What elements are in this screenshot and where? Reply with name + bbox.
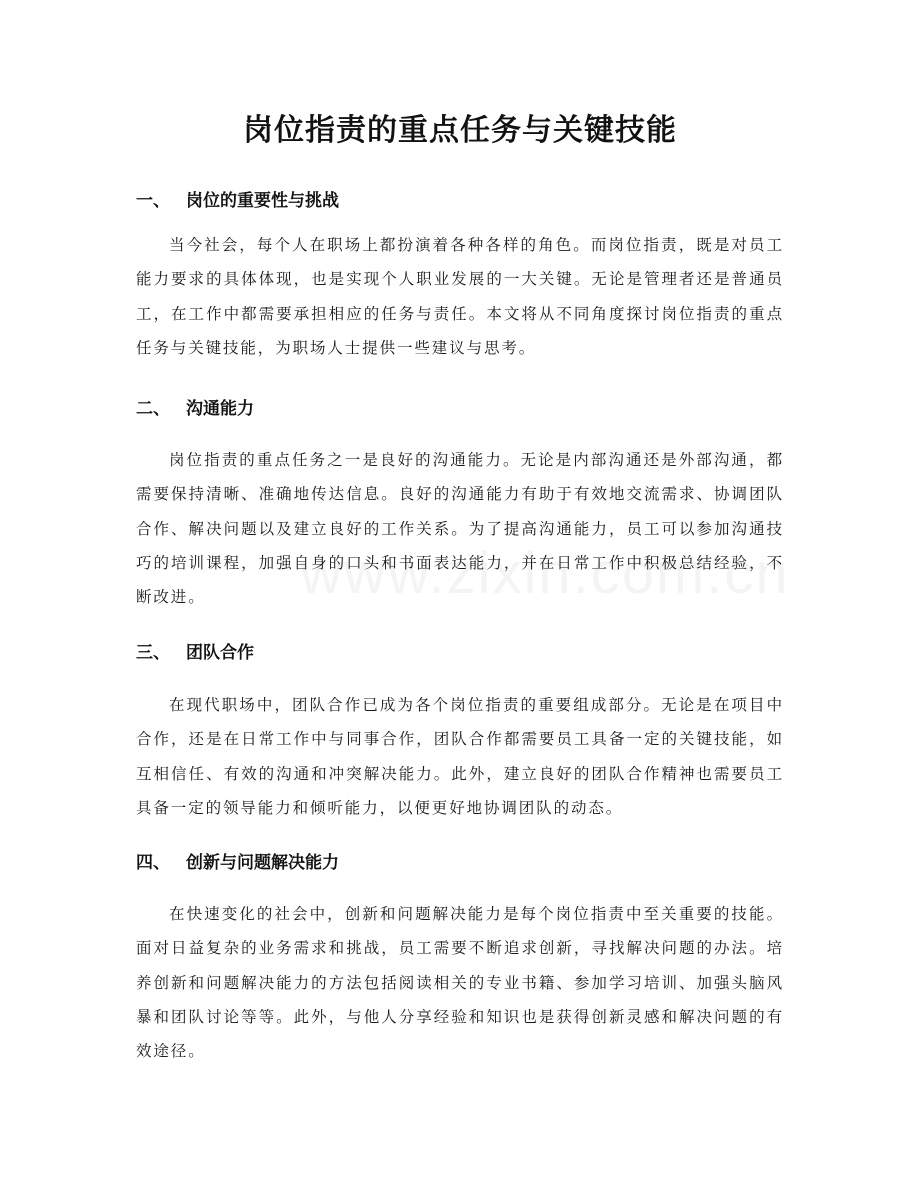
section-number: 二、 (136, 399, 170, 419)
document-title: 岗位指责的重点任务与关键技能 (243, 113, 677, 148)
section-paragraph-2: 岗位指责的重点任务之一是良好的沟通能力。无论是内部沟通还是外部沟通，都需要保持清晰、准确地传达信息。良好的沟通能力有助于有效地交流需求、协调团队合作、解决问题以及建立良好的工作关系。为了提高沟通能力，员工可以参加沟通技巧的培训课程，加强自身的口头和书面表达能力，并在日常工作中积极总结经验，不断改进。 (136, 451, 784, 607)
section-number: 四、 (136, 853, 170, 873)
section-paragraph-1: 当今社会，每个人在职场上都扮演着各种各样的角色。而岗位指责，既是对员工能力要求的具体体现，也是实现个人职业发展的一大关键。无论是管理者还是普通员工，在工作中都需要承担相应的任务与责任。本文将从不同角度探讨岗位指责的重点任务与关键技能，为职场人士提供一些建议与思考。 (136, 236, 784, 357)
section-heading-text: 团队合作 (186, 643, 254, 663)
section-heading-text: 岗位的重要性与挑战 (186, 191, 339, 211)
section-heading-4 (136, 848, 796, 878)
section-heading-text: 沟通能力 (186, 399, 254, 419)
section-paragraph-3: 在现代职场中，团队合作已成为各个岗位指责的重要组成部分。无论是在项目中合作，还是在日常工作中与同事合作，团队合作都需要员工具备一定的关键技能，如互相信任、有效的沟通和冲突解决能力。此外，建立良好的团队合作精神也需要员工具备一定的领导能力和倾听能力，以便更好地协调团队的动态。 (136, 696, 784, 817)
section-paragraph-4: 在快速变化的社会中，创新和问题解决能力是每个岗位指责中至关重要的技能。面对日益复杂的业务需求和挑战，员工需要不断追求创新，寻找解决问题的办法。培养创新和问题解决能力的方法包括阅读相关的专业书籍、参加学习培训、加强头脑风暴和团队讨论等等。此外，与他人分享经验和知识也是获得创新灵感和解决问题的有效途径。 (136, 905, 784, 1061)
section-number: 三、 (136, 643, 170, 663)
section-heading-1 (136, 186, 796, 216)
section-heading-2 (136, 394, 796, 424)
section-number: 一、 (136, 191, 170, 211)
section-heading-text: 创新与问题解决能力 (186, 853, 339, 873)
section-heading-3 (136, 638, 796, 668)
